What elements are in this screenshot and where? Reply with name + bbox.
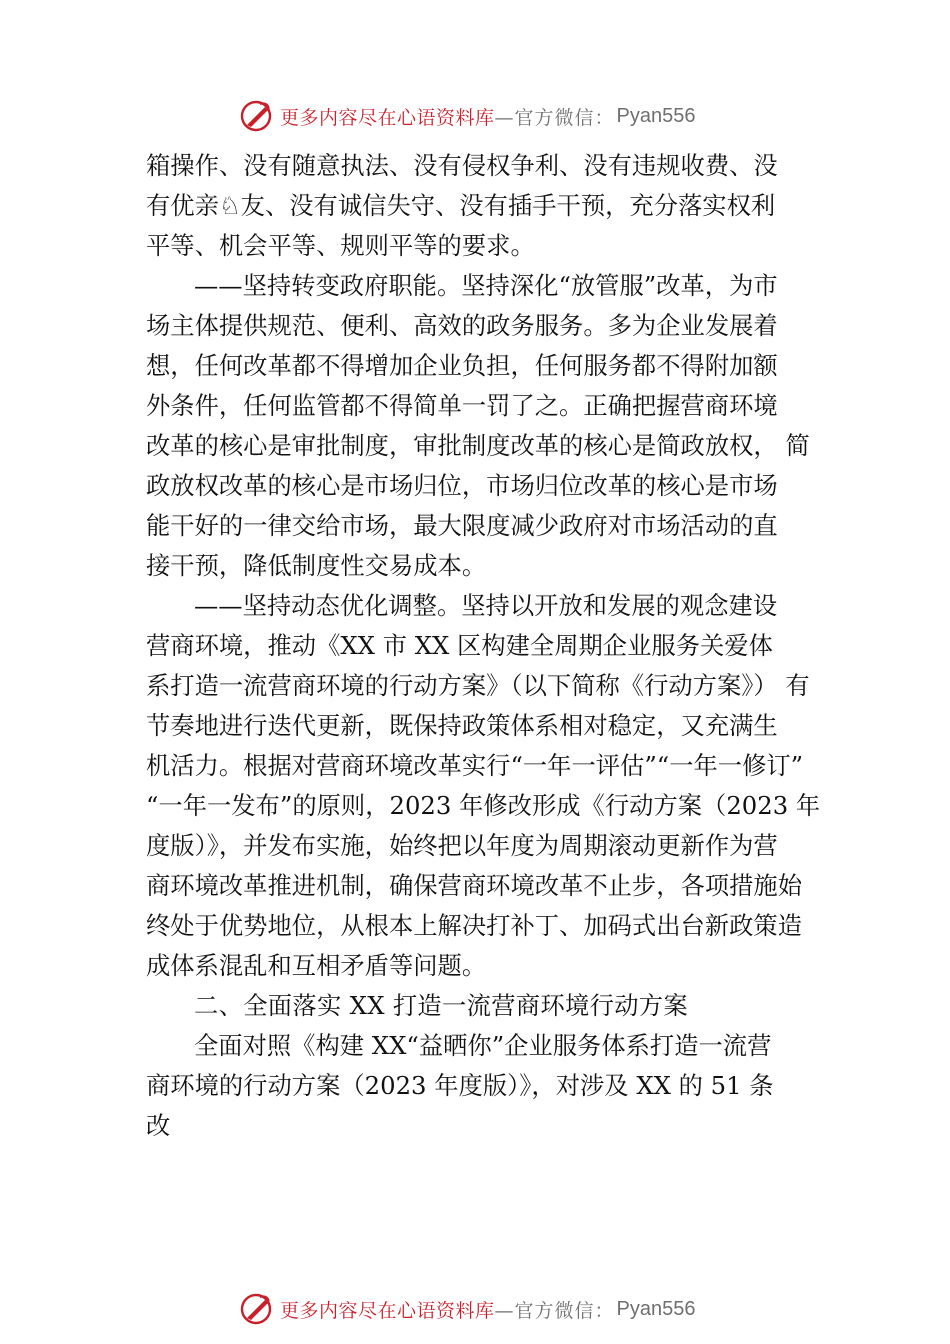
paragraph-1: [146, 146, 810, 266]
text-line: 政放权改革的核心是市场归位，市场归位改革的核心是市场: [146, 471, 778, 500]
text-line: 能干好的一律交给市场，最大限度减少政府对市场活动的直: [146, 511, 778, 540]
banner-wechat-label: —官方微信：: [494, 1299, 615, 1322]
text-line: 商环境改革推进机制，确保营商环境改革不止步，各项措施始: [146, 871, 803, 900]
text-line: 成体系混乱和互相矛盾等问题。: [146, 951, 487, 980]
banner-wechat-id: Pyan556: [616, 1297, 696, 1320]
paragraph-2: [146, 266, 810, 586]
section-heading-text: 二、全面落实 XX 打造一流营商环境行动方案: [194, 991, 688, 1020]
quill-logo-icon: [238, 1291, 274, 1327]
section-heading: [146, 986, 810, 1026]
text-line: 想，任何改革都不得增加企业负担，任何服务都不得附加额: [146, 351, 778, 380]
paragraph-3: [146, 586, 821, 986]
banner-wechat-label: —官方微信：: [494, 106, 615, 129]
text-line: 营商环境，推动《XX 市 XX 区构建全周期企业服务关爱体: [146, 631, 773, 660]
text-line: 箱操作、没有随意执法、没有侵权争利、没有违规收费、没: [146, 151, 778, 180]
banner-wechat-id: Pyan556: [616, 104, 696, 127]
text-line: 终处于优势地位，从根本上解决打补丁、加码式出台新政策造: [146, 911, 803, 940]
text-line: 度版）》，并发布实施，始终把以年度为周期滚动更新作为营: [146, 831, 778, 860]
text-line: 系打造一流营商环境的行动方案》（以下简称《行动方案》） 有: [146, 671, 810, 700]
text-line: 改: [146, 1111, 171, 1140]
text-line: 有优亲♘友、没有诚信失守、没有插手干预，充分落实权利: [146, 191, 776, 220]
header-banner: [238, 96, 758, 136]
banner-site-name: 更多内容尽在心语资料库: [280, 1299, 495, 1322]
text-line: 场主体提供规范、便利、高效的政务服务。多为企业发展着: [146, 311, 778, 340]
banner-site-name: 更多内容尽在心语资料库: [280, 106, 495, 129]
text-line: “一年一发布”的原则，2023 年修改形成《行动方案（2023 年: [146, 791, 821, 820]
footer-banner: [238, 1289, 758, 1329]
text-line: 外条件，任何监管都不得简单一罚了之。正确把握营商环境: [146, 391, 778, 420]
text-line: 接干预，降低制度性交易成本。: [146, 551, 487, 580]
text-line: ——坚持转变政府职能。坚持深化“放管服”改革，为市: [194, 271, 778, 300]
text-line: ——坚持动态优化调整。坚持以开放和发展的观念建设: [194, 591, 778, 620]
text-line: 商环境的行动方案（2023 年度版）》，对涉及 XX 的 51 条: [146, 1071, 774, 1100]
text-line: 全面对照《构建 XX“益晒你”企业服务体系打造一流营: [194, 1031, 772, 1060]
text-line: 节奏地进行迭代更新，既保持政策体系相对稳定，又充满生: [146, 711, 778, 740]
text-line: 平等、机会平等、规则平等的要求。: [146, 231, 535, 260]
text-line: 机活力。根据对营商环境改革实行“一年一评估”“一年一修订”: [146, 751, 804, 780]
text-line: 改革的核心是审批制度，审批制度改革的核心是简政放权， 简: [146, 431, 810, 460]
paragraph-4: [146, 1026, 810, 1146]
document-body: [146, 146, 821, 1146]
quill-logo-icon: [238, 98, 274, 134]
